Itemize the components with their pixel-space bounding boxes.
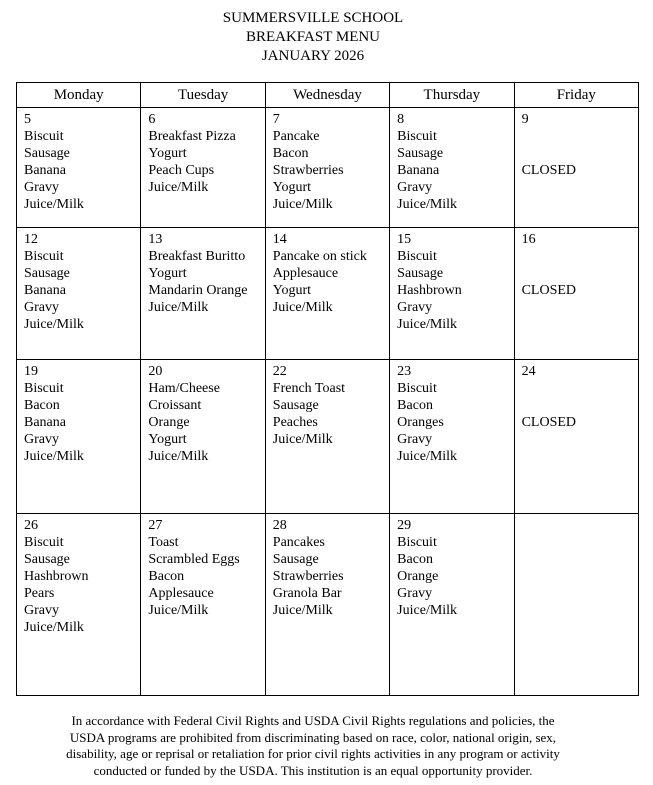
menu-item: Gravy <box>24 180 59 195</box>
menu-day-cell-tuesday <box>141 514 265 696</box>
menu-item: Sausage <box>397 146 444 161</box>
menu-item: Gravy <box>397 180 433 195</box>
menu-day-cell-friday <box>514 108 638 228</box>
menu-item: Banana <box>24 415 66 430</box>
menu-day-cell-wednesday <box>265 228 389 360</box>
menu-header <box>0 9 626 66</box>
menu-item: Peach Cups <box>148 163 215 178</box>
menu-item: Sausage <box>397 266 444 281</box>
menu-item: Applesauce <box>148 586 214 601</box>
day-header-tuesday: Tuesday <box>141 83 265 108</box>
menu-day-cell-friday <box>514 514 638 696</box>
menu-item: Breakfast Pizza <box>148 129 236 144</box>
menu-item: Yogurt <box>272 180 312 195</box>
menu-day-cell-tuesday <box>141 360 265 514</box>
menu-day-cell-wednesday <box>265 514 389 696</box>
menu-item: Banana <box>397 163 440 178</box>
menu-item: Sausage <box>24 266 70 281</box>
menu-day-cell-thursday <box>390 360 514 514</box>
menu-item: Juice/Milk <box>148 603 209 618</box>
menu-item: Juice/Milk <box>148 449 209 464</box>
menu-day-cell-thursday <box>390 514 514 696</box>
menu-item: Mandarin Orange <box>148 283 248 298</box>
menu-day-cell-monday <box>17 360 141 514</box>
menu-item: Juice/Milk <box>272 197 333 212</box>
menu-item: Biscuit <box>24 381 64 396</box>
menu-week-row <box>17 228 639 360</box>
menu-item: Granola Bar <box>272 586 342 601</box>
menu-day-cell-friday <box>514 228 638 360</box>
menu-item: Sausage <box>272 552 319 567</box>
menu-item: Gravy <box>24 300 59 315</box>
menu-item: Bacon <box>397 398 433 413</box>
menu-item: Orange <box>397 569 439 584</box>
menu-day-cell-tuesday <box>141 108 265 228</box>
menu-title: BREAKFAST MENU <box>245 29 381 45</box>
day-number: 22 <box>272 364 287 379</box>
menu-item: Toast <box>148 535 179 550</box>
menu-item: Juice/Milk <box>397 317 458 332</box>
day-number: 8 <box>397 112 405 127</box>
menu-day-cell-thursday <box>390 228 514 360</box>
menu-item: Juice/Milk <box>272 432 333 447</box>
menu-month: JANUARY 2026 <box>261 48 365 64</box>
menu-day-cell-friday <box>514 360 638 514</box>
day-number: 12 <box>24 232 38 247</box>
menu-item: Oranges <box>397 415 444 430</box>
day-header-thursday: Thursday <box>390 83 514 108</box>
menu-item: Banana <box>24 163 66 178</box>
menu-item: Hashbrown <box>397 283 462 298</box>
menu-item: Banana <box>24 283 66 298</box>
menu-item: Biscuit <box>24 129 64 144</box>
day-header-friday: Friday <box>514 83 638 108</box>
day-number: 27 <box>148 518 163 533</box>
menu-item: Ham/Cheese <box>148 381 220 396</box>
day-number: 13 <box>148 232 163 247</box>
menu-item: Juice/Milk <box>272 300 333 315</box>
menu-item: Strawberries <box>272 163 344 178</box>
menu-item: Juice/Milk <box>397 603 458 618</box>
menu-item: Sausage <box>272 398 319 413</box>
menu-item: Biscuit <box>397 535 437 550</box>
civil-rights-statement <box>0 713 626 779</box>
menu-item: Biscuit <box>24 249 64 264</box>
menu-item: Breakfast Buritto <box>148 249 246 264</box>
menu-item: Pears <box>24 586 55 601</box>
menu-item: Juice/Milk <box>272 603 333 618</box>
menu-item: Juice/Milk <box>397 449 458 464</box>
day-number: 24 <box>521 364 536 379</box>
day-number: 26 <box>24 518 38 533</box>
menu-week-row <box>17 360 639 514</box>
day-number: 9 <box>521 112 529 127</box>
closed-label: CLOSED <box>521 415 577 430</box>
menu-item: Sausage <box>24 146 70 161</box>
statement-line: In accordance with Federal Civil Rights and USDA Civil Rights regulations and policies, the <box>71 713 555 728</box>
menu-day-cell-thursday <box>390 108 514 228</box>
menu-day-cell-monday <box>17 108 141 228</box>
day-number: 23 <box>397 364 412 379</box>
menu-day-cell-monday <box>17 514 141 696</box>
day-number: 7 <box>272 112 280 127</box>
menu-day-cell-monday <box>17 228 141 360</box>
menu-item: Gravy <box>24 603 59 618</box>
school-name: SUMMERSVILLE SCHOOL <box>222 10 404 26</box>
menu-item: Orange <box>148 415 190 430</box>
breakfast-menu-table <box>16 82 639 696</box>
menu-item: Pancake <box>272 129 320 144</box>
day-number: 20 <box>148 364 163 379</box>
menu-item: Bacon <box>148 569 185 584</box>
menu-day-cell-wednesday <box>265 108 389 228</box>
menu-item: Biscuit <box>397 381 437 396</box>
menu-item: Peaches <box>272 415 318 430</box>
menu-item: Croissant <box>148 398 202 413</box>
menu-item: Strawberries <box>272 569 344 584</box>
menu-item: Gravy <box>397 432 433 447</box>
menu-item: Yogurt <box>148 146 187 161</box>
menu-item: Yogurt <box>148 432 187 447</box>
menu-item: Juice/Milk <box>24 449 84 464</box>
day-number: 5 <box>24 112 31 127</box>
menu-item: Applesauce <box>272 266 339 281</box>
menu-item: Gravy <box>397 586 433 601</box>
menu-item: Hashbrown <box>24 569 89 584</box>
day-number: 29 <box>397 518 412 533</box>
statement-line: disability, age or reprisal or retaliation for prior civil rights activities in any program or activity <box>66 746 560 761</box>
menu-item: Juice/Milk <box>148 300 209 315</box>
weekday-header-row <box>17 83 639 108</box>
menu-item: Bacon <box>397 552 433 567</box>
menu-item: French Toast <box>272 381 346 396</box>
day-number: 19 <box>24 364 38 379</box>
menu-item: Yogurt <box>148 266 187 281</box>
menu-item: Juice/Milk <box>148 180 209 195</box>
closed-label: CLOSED <box>521 283 577 298</box>
menu-item: Pancake on stick <box>272 249 367 264</box>
menu-item: Juice/Milk <box>24 317 84 332</box>
statement-line: USDA programs are prohibited from discriminating based on race, color, national origin, sex, <box>69 729 557 745</box>
menu-week-row <box>17 514 639 696</box>
day-number: 6 <box>148 112 156 127</box>
menu-item: Gravy <box>397 300 433 315</box>
menu-week-row <box>17 108 639 228</box>
menu-day-cell-wednesday <box>265 360 389 514</box>
menu-item: Juice/Milk <box>24 620 84 635</box>
menu-item: Juice/Milk <box>397 197 458 212</box>
menu-item: Yogurt <box>272 283 312 298</box>
day-number: 28 <box>272 518 287 533</box>
day-number: 14 <box>272 232 287 247</box>
statement-line: conducted or funded by the USDA. This institution is an equal opportunity provider. <box>93 762 533 778</box>
menu-item: Bacon <box>24 398 60 413</box>
menu-item: Pancakes <box>272 535 325 550</box>
menu-item: Biscuit <box>24 535 64 550</box>
menu-item: Juice/Milk <box>24 197 84 212</box>
closed-label: CLOSED <box>521 163 577 178</box>
menu-item: Biscuit <box>397 129 437 144</box>
day-number: 15 <box>397 232 412 247</box>
menu-item: Bacon <box>272 146 309 161</box>
menu-day-cell-tuesday <box>141 228 265 360</box>
menu-item: Sausage <box>24 552 70 567</box>
menu-item: Biscuit <box>397 249 437 264</box>
day-header-monday: Monday <box>17 83 141 108</box>
menu-item: Gravy <box>24 432 59 447</box>
menu-item: Scrambled Eggs <box>148 552 240 567</box>
day-header-wednesday: Wednesday <box>265 83 389 108</box>
day-number: 16 <box>521 232 536 247</box>
